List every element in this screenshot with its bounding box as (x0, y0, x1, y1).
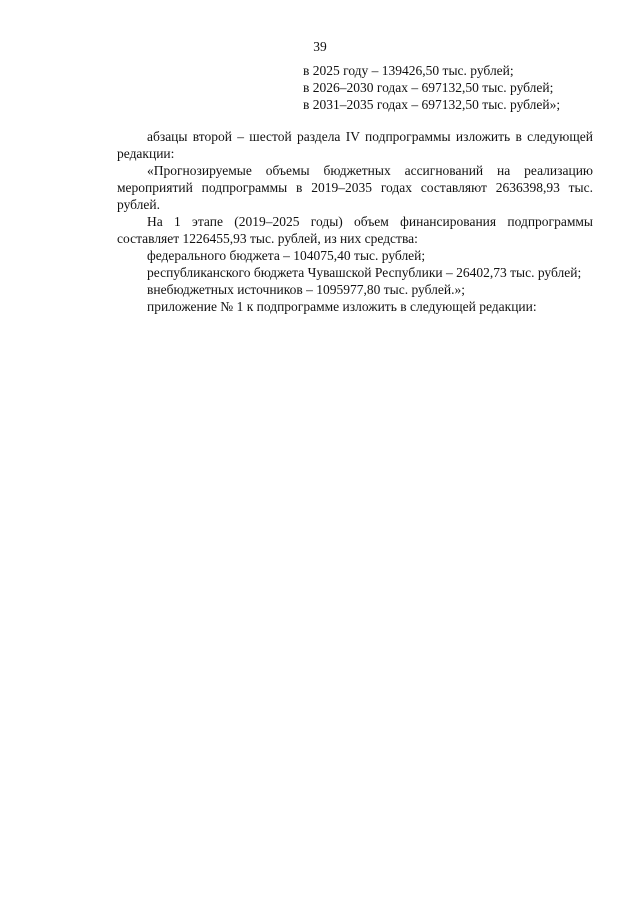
paragraph-section-iv-amendment: абзацы второй – шестой раздела IV подпрограммы изложить в следующей редакции: (117, 129, 593, 161)
page-number: 39 (313, 39, 327, 54)
paragraph-appendix-1: приложение № 1 к подпрограмме изложить в следующей редакции: (147, 299, 537, 314)
funding-by-period-list (303, 62, 603, 113)
funding-line-2025: в 2025 году – 139426,50 тыс. рублей; (303, 63, 514, 78)
paragraph-republic-budget: республиканского бюджета Чувашской Республики – 26402,73 тыс. рублей; (147, 265, 582, 280)
paragraph-federal-budget: федерального бюджета – 104075,40 тыс. рублей; (147, 248, 426, 263)
paragraph-stage-1-funding: На 1 этапе (2019–2025 годы) объем финансирования подпрограммы составляет 1226455,93 тыс. рублей, из них средства: (117, 214, 593, 246)
paragraph-extrabudgetary: внебюджетных источников – 1095977,80 тыс. рублей.»; (147, 282, 465, 297)
funding-line-2026-2030: в 2026–2030 годах – 697132,50 тыс. рублей; (303, 80, 554, 95)
funding-line-2031-2035: в 2031–2035 годах – 697132,50 тыс. рублей»; (303, 97, 561, 112)
paragraph-total-budget: «Прогнозируемые объемы бюджетных ассигнований на реализацию мероприятий подпрограммы в 2019–2035 годах составляют 2636398,93 тыс. рублей. (117, 163, 593, 212)
document-body (117, 128, 593, 315)
